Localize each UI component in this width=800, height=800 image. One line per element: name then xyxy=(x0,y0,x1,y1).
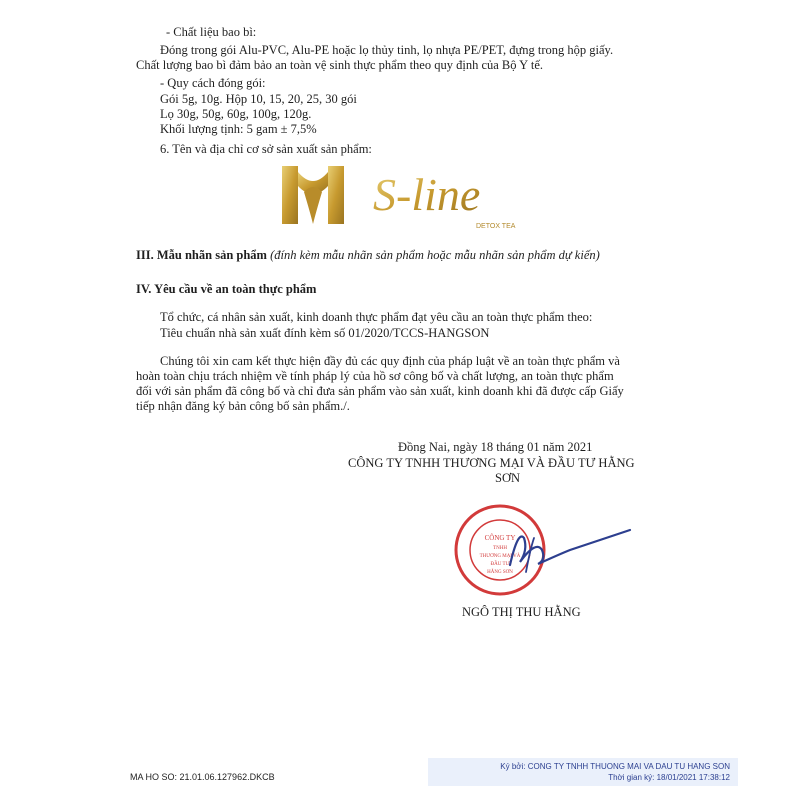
spec-heading: - Quy cách đóng gói: xyxy=(160,76,266,90)
commit-line3: đối với sản phẩm đã công bố và chỉ đưa sản phẩm vào sản xuất, kinh doanh khi đã được cấp Giấy xyxy=(136,384,624,398)
commit-line2: hoàn toàn chịu trách nhiệm về tính pháp lý của hồ sơ công bố và chất lượng, an toàn thực phẩm xyxy=(136,369,614,383)
svg-text:CÔNG TY: CÔNG TY xyxy=(484,534,516,542)
packaging-line1: Đóng trong gói Alu-PVC, Alu-PE hoặc lọ thủy tinh, lọ nhựa PE/PET, đựng trong hộp giấy. xyxy=(160,43,614,57)
svg-text:THƯƠNG MẠI VÀ: THƯƠNG MẠI VÀ xyxy=(479,554,521,559)
packaging-line2: Chất lượng bao bì đảm bảo an toàn vệ sinh thực phẩm theo quy định của Bộ Y tế. xyxy=(136,58,544,72)
commit-line1: Chúng tôi xin cam kết thực hiện đầy đủ các quy định của pháp luật về an toàn thực phẩm và xyxy=(160,354,620,368)
signer-name: NGÔ THỊ THU HẰNG xyxy=(462,605,581,619)
s-line-logo xyxy=(278,162,553,232)
logo-sub: DETOX TEA xyxy=(476,223,516,230)
section6-heading: 6. Tên và địa chỉ cơ sở sản xuất sản phẩm: xyxy=(160,142,372,156)
digital-signature-box xyxy=(428,758,738,786)
signed-by: Ký bởi: CONG TY TNHH THUONG MAI VA DAU TU HANG SON xyxy=(500,762,730,771)
svg-text:HẰNG SƠN: HẰNG SƠN xyxy=(487,570,513,575)
signed-time: Thời gian ký: 18/01/2021 17:38:12 xyxy=(608,773,730,782)
spec-line2: Lọ 30g, 50g, 60g, 100g, 120g. xyxy=(160,107,312,121)
spec-line1: Gói 5g, 10g. Hộp 10, 15, 20, 25, 30 gói xyxy=(160,92,357,106)
dossier-code: MA HO SO: 21.01.06.127962.DKCB xyxy=(130,772,275,782)
company-line2: SƠN xyxy=(495,471,521,485)
section4-title: IV. Yêu cầu về an toàn thực phẩm xyxy=(136,282,317,296)
commit-line4: tiếp nhận đăng ký bản công bố sản phẩm./. xyxy=(136,399,350,413)
section4-p2: Tiêu chuẩn nhà sản xuất đính kèm số 01/2020/TCCS-HANGSON xyxy=(160,326,490,340)
company-line1: CÔNG TY TNHH THƯƠNG MẠI VÀ ĐẦU TƯ HẰNG xyxy=(348,456,635,470)
spec-line3: Khối lượng tịnh: 5 gam ± 7,5% xyxy=(160,122,317,136)
section4-p1: Tổ chức, cá nhân sản xuất, kinh doanh thực phẩm đạt yêu cầu an toàn thực phẩm theo: xyxy=(160,310,593,324)
svg-text:TNHH: TNHH xyxy=(493,546,507,551)
section3-note: (đính kèm mẫu nhãn sản phẩm hoặc mẫu nhãn sản phẩm dự kiến) xyxy=(270,248,600,262)
logo-brand: S-line xyxy=(373,169,481,220)
handwritten-signature xyxy=(490,520,640,580)
svg-text:ĐẦU TƯ: ĐẦU TƯ xyxy=(490,562,510,567)
section3-line xyxy=(136,248,600,263)
packaging-heading: - Chất liệu bao bì: xyxy=(166,25,257,39)
section3-title: III. Mẫu nhãn sản phẩm xyxy=(136,248,267,262)
place-date: Đồng Nai, ngày 18 tháng 01 năm 2021 xyxy=(398,440,593,454)
